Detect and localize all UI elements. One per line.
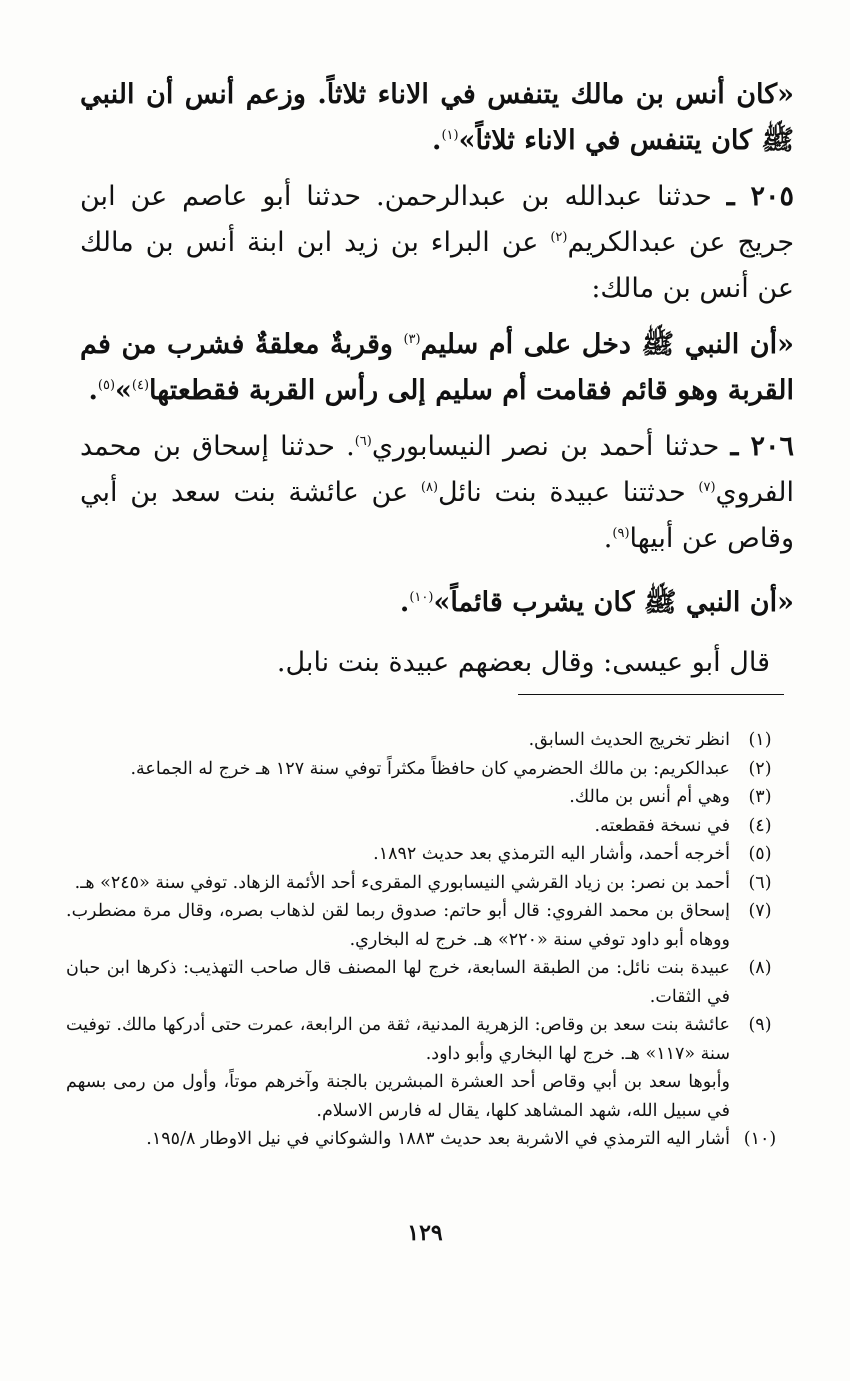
footnote-text: وهي أم أنس بن مالك. (569, 787, 730, 807)
footnote-text: أحمد بن نصر: بن زياد القرشي النيسابوري المقرىء أحد الأئمة الزهاد. توفي سنة «٢٤٥» هـ. (74, 872, 730, 893)
quote-text: «كان أنس بن مالك يتنفس في الاناء ثلاثاً. وزعم أنس أن النبي ﷺ كان يتنفس في الاناء ثلاثاً» (80, 79, 794, 156)
footnote-ref-7[interactable]: (٧) (698, 480, 716, 495)
footnote-6 (66, 869, 790, 898)
hadith-205-isnad (80, 174, 794, 312)
isnad-text: حدثنا عبدالله بن عبدالرحمن. حدثنا أبو عاصم عن ابن جريج عن عبدالكريم (80, 181, 795, 258)
footnote-text-part: عائشة بنت سعد بن وقاص: الزهرية المدنية، ثقة من الرابعة، عمرت حتى أدركها مالك. توفيت سنة «١١٧» هـ. خرج لها البخاري وأبو داود. (66, 1015, 730, 1064)
footnote-ref-10[interactable]: (١٠) (409, 590, 434, 605)
footnote-1 (66, 726, 790, 755)
matn-text: «أن النبي ﷺ كان يشرب قائماً» (433, 587, 794, 618)
footnote-number: (٢) (748, 758, 772, 779)
footnote-5 (66, 840, 790, 869)
footnote-ref-6[interactable]: (٦) (354, 434, 372, 449)
footnote-9 (66, 1011, 790, 1125)
hadith-205-matn (80, 322, 794, 414)
footnote-3 (66, 783, 790, 812)
footnote-ref-4[interactable]: (٤) (131, 378, 150, 393)
footnote-2 (66, 755, 790, 784)
footnote-text: إسحاق بن محمد الفروي: قال أبو حاتم: صدوق ربما لقن لذهاب بصره، وقال مرة مضطرب. ووهاه أبو داود توفي سنة «٢٢٠» هـ. خرج له البخاري. (66, 901, 730, 950)
footnote-ref-3[interactable]: (٣) (403, 332, 421, 347)
footnote-number: (١) (748, 730, 772, 750)
main-text (80, 72, 794, 686)
matn-text: «أن النبي ﷺ دخل على أم سليم (420, 329, 795, 360)
abu-isa-comment: قال أبو عيسى: وقال بعضهم عبيدة بنت نابل. (276, 647, 770, 678)
isnad-text: عن عائشة بنت سعد بن أبي وقاص عن أبيها (80, 477, 794, 554)
hadith-number: ٢٠٥ ـ (726, 181, 794, 212)
footnote-ref-8[interactable]: (٨) (420, 480, 439, 495)
footnote-separator (518, 694, 784, 695)
footnotes (66, 726, 790, 1154)
footnote-text: في نسخة فقطعته. (594, 815, 730, 836)
isnad-end: . (603, 523, 613, 554)
footnote-ref-5[interactable]: (٥) (97, 378, 116, 393)
matn-text: » (115, 375, 132, 406)
footnote-text (66, 1011, 730, 1125)
footnote-text: عبدالكريم: بن مالك الحضرمي كان حافظاً مكثراً توفي سنة ١٢٧ هـ خرج له الجماعة. (130, 758, 730, 779)
isnad-text: حدثتنا عبيدة بنت نائل (438, 477, 699, 508)
footnote-text: انظر تخريج الحديث السابق. (528, 730, 730, 750)
isnad-text: . حدثنا إسحاق بن محمد الفروي (80, 431, 794, 508)
isnad-text: عن البراء بن زيد ابن ابنة أنس بن مالك عن أنس بن مالك: (80, 227, 794, 304)
hadith-206-isnad (80, 424, 794, 562)
matn-text: وقربةٌ معلقةٌ فشرب من فم القربة وهو قائم فقامت أم سليم إلى رأس القربة فقطعتها (80, 329, 794, 406)
footnote-7 (66, 897, 790, 954)
footnote-number: (٨) (748, 958, 772, 978)
footnote-ref-9[interactable]: (٩) (612, 526, 630, 541)
footnote-number: (٧) (748, 901, 772, 921)
footnote-number: (٥) (748, 844, 772, 864)
footnote-number: (١٠) (743, 1129, 777, 1149)
matn-end: . (88, 375, 98, 406)
hadith-number: ٢٠٦ ـ (730, 431, 794, 462)
footnote-10 (66, 1125, 790, 1154)
footnote-text: أخرجه أحمد، وأشار اليه الترمذي بعد حديث ١٨٩٢. (373, 844, 730, 864)
footnote-4 (66, 812, 790, 841)
footnote-ref-1[interactable]: (١) (441, 128, 459, 143)
footnote-text: عبيدة بنت نائل: من الطبقة السابعة، خرج لها المصنف قال صاحب التهذيب: ذكرها ابن حبان في الثقات. (66, 958, 730, 1007)
footnote-number: (٦) (748, 872, 772, 893)
page-number: ١٢٩ (407, 1220, 443, 1246)
footnote-number: (٤) (748, 815, 772, 836)
footnote-number: (٣) (748, 787, 772, 807)
isnad-text: حدثنا أحمد بن نصر النيسابوري (371, 431, 731, 462)
footnote-text: أشار اليه الترمذي في الاشربة بعد حديث ١٨٨٣ والشوكاني في نيل الاوطار ١٩٥/٨. (146, 1129, 730, 1149)
footnote-text-part: وأبوها سعد بن أبي وقاص أحد العشرة المبشرين بالجنة وآخرهم موتاً، وأول من رمى بسهم في سبيل الله، شهد المشاهد كلها، يقال له فارس الاسلام. (66, 1072, 730, 1121)
matn-end: . (399, 587, 410, 618)
hadith-206-matn (80, 580, 794, 626)
quote-end: . (432, 125, 442, 156)
footnote-number: (٩) (748, 1015, 772, 1035)
footnote-8 (66, 954, 790, 1011)
quote-anas-breathing (80, 72, 794, 164)
footnote-ref-2[interactable]: (٢) (550, 230, 568, 245)
